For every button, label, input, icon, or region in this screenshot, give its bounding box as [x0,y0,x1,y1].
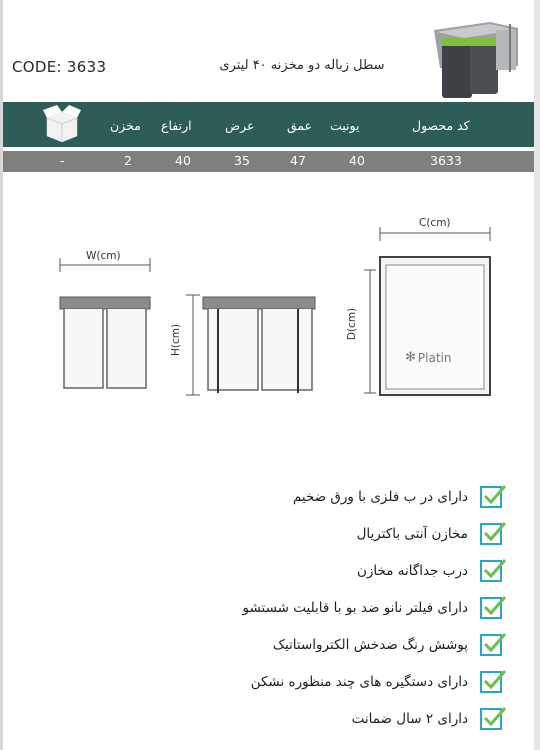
value-product-code: 3633 [430,153,462,168]
checkbox-icon [480,560,502,582]
cabinet-depth-label: D(cm) [346,307,359,341]
cabinet-width-label: C(cm) [419,217,451,229]
brand-name: Platin [417,350,452,365]
product-code-label: CODE: 3633 [12,58,107,76]
header-unit: یونیت [330,118,360,133]
width-label: W(cm) [86,250,121,262]
side-view-drawing [178,285,328,400]
right-frame-edge [534,0,540,750]
feature-text: دارای در ب فلزی با ورق ضخیم [292,489,468,505]
logo-icon: ✻ [405,350,416,365]
checkbox-icon [480,486,502,508]
feature-text: درب جداگانه مخازن [356,563,468,579]
feature-item [243,593,502,623]
feature-item [357,519,502,549]
checkbox-icon [480,597,502,619]
value-height: 40 [175,153,191,168]
brand-logo [405,350,451,365]
value-unit: 40 [349,153,365,168]
checkbox-icon [480,634,502,656]
feature-item [293,482,502,512]
value-packaging: - [60,153,65,168]
height-label: H(cm) [170,323,183,357]
feature-text: دارای دستگیره های چند منظوره نشکن [250,674,468,690]
checkbox-icon [480,708,502,730]
product-title: سطل زباله دو مخزنه ۴۰ لیتری [219,58,385,73]
header-width: عرض [225,118,255,133]
feature-text: پوشش رنگ ضدخش الکترواستاتیک [272,637,468,653]
feature-text: دارای ۲ سال ضمانت [351,711,468,727]
feature-item [357,556,502,586]
feature-item [251,667,502,697]
feature-item [352,704,502,734]
value-depth: 47 [290,153,306,168]
checkbox-icon [480,523,502,545]
front-view-drawing [40,240,170,400]
box-icon [43,104,81,144]
value-bins: 2 [124,153,132,168]
product-image [430,16,522,100]
header-height: ارتفاع [161,118,192,133]
cabinet-view-drawing [360,225,500,400]
checkbox-icon [480,671,502,693]
feature-item [273,630,502,660]
feature-text: مخازن آنتی باکتریال [356,526,468,542]
header-bins: مخزن [110,118,141,133]
value-width: 35 [234,153,250,168]
feature-text: دارای فیلتر نانو ضد بو با قابلیت شستشو [242,600,468,616]
header-depth: عمق [287,118,313,133]
header-product-code: کد محصول [412,118,470,133]
